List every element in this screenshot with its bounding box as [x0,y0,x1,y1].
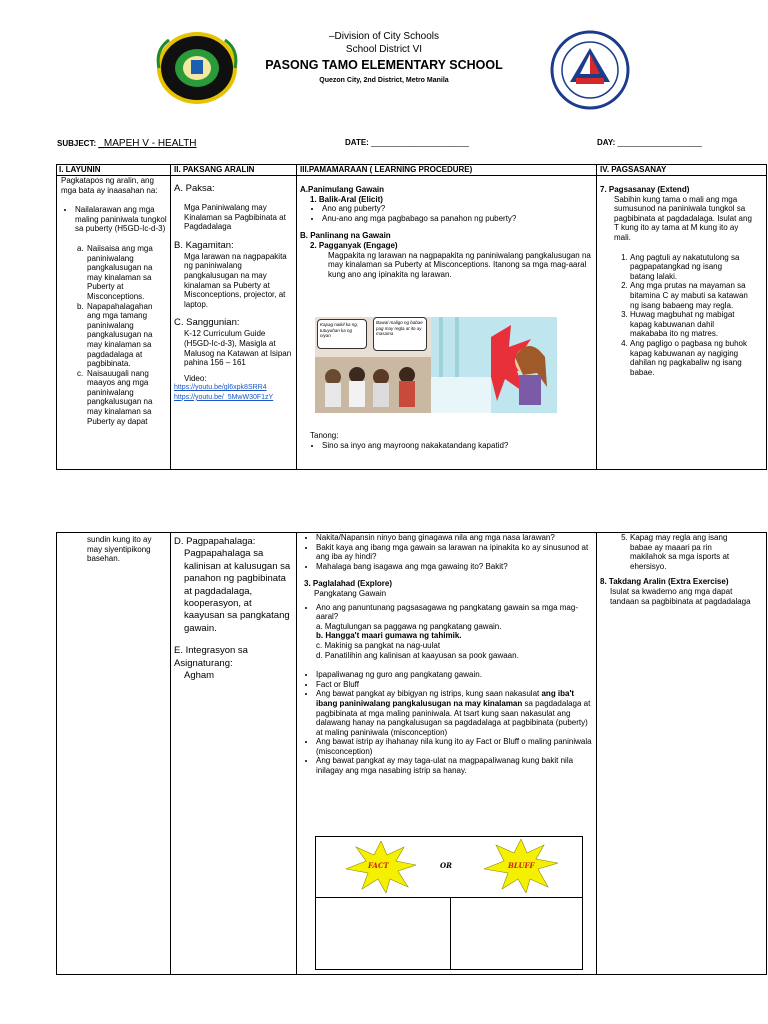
gawain-step-4: • Ang bawat istrip ay ihahanay nila kung ito ay Fact or Bluff o maling paniniwala (misconception) [316,737,592,756]
pagsasanay-intro: Sabihin kung tama o mali ang mga sumusunod na paniniwala tungkol sa pagbibinata at pagdadalaga. Isulat ang T kung ito ay tama at M kung ito ay mali. [614,194,752,242]
paksa-b-label: B. Kagamitan: [174,239,234,251]
tanong-block [310,431,594,450]
layunin-b: Napapahalagahan ang mga tamang paniniwalang pangkalusugan na may kinalaman sa pagdadalaga at pagbibinata. [87,301,153,369]
gawain-step-2: • Fact or Bluff [316,680,592,690]
pagganyak-text: Magpakita ng larawan na nagpapakita ng paniniwalang pangkalusugan na may kinalaman sa Puberty at Misconceptions. Itanong sa mga mag-aaral kung ano ang ipinakita ng larawan. [328,250,591,279]
pagsasanay-item-3: 3. Huwag magbuhat ng mabigat kapag kabuwanan dahil makababa ito ng matres. [630,310,748,339]
col-header-layunin: I. LAYUNIN [59,165,101,174]
pagsasanay-item-1: 1. Ang pagtuli ay nakatutulong sa pagpapatangkad ng isang batang lalaki. [630,253,748,282]
panlinang-title: B. Panlinang na Gawain [300,231,391,241]
pagpapahalaga-text: Pagpapahalaga sa kalinisan at kalusugan sa panahon ng pagbibinata at pagdadalaga, kooperasyon, at kaayusan sa pangkatang gawain. [184,548,291,634]
panuntunan-b: b. Hangga't maari gumawa ng tahimik. [316,631,462,641]
paksa-b-text: Mga larawan na nagpapakita ng paniniwalang pangkalusugan na may kinalaman sa Puberty at Misconceptions, projector, at laptop. [184,251,287,309]
pagganyak-title: 2. Pagganyak (Engage) [310,240,398,250]
explore-title: 3. Paglalahad (Explore) [304,579,393,589]
panuntunan-a: a. Magtulungan sa paggawa ng pangkatang gawain. [316,621,502,631]
panuntunan-question: • Ano ang panuntunang pagsasagawa ng pangkatang gawain sa mga mag-aaral? [316,603,592,622]
date-field [345,138,469,147]
fact-label: FACT [368,861,389,870]
school-address: Quezon City, 2nd District, Metro Manila [319,77,449,84]
gawain-step-3 [316,689,592,737]
pamamaraan-q3: • Mahalaga bang isagawa ang mga gawaing ito? Bakit? [316,562,592,572]
balik-aral-title: 1. Balik-Aral (Elicit) [310,194,383,204]
balik-aral-q1: • Ano ang puberty? [322,204,594,214]
subject-field [57,138,197,149]
pamamaraan-content [300,185,594,279]
video-label: Video: [184,373,207,383]
speech-bubble-2: Bawal maligo ng babae pag may regla at ito ay masama [373,317,427,351]
school-name: PASONG TAMO ELEMENTARY SCHOOL [265,58,503,72]
pagsasanay-item-4: 4. Ang pagligo o pagbasa ng buhok kapag kabuwanan ay nagiging dahilan ng pagkabaliw ng isang babae. [630,339,748,377]
gawain-step-1: • Ipapaliwanag ng guro ang pangkatang gawain. [316,670,592,680]
paksa-continued [174,536,294,682]
panuntunan-d: d. Panatilihin ang kalinisan at kaayusan sa pook gawaan. [316,650,519,660]
gawain-step-5: • Ang bawat pangkat ay may taga-ulat na magpapaliwanag kung bakit nila inilagay ang mga nasabing istrip sa hanay. [316,756,592,775]
integrasyon-label: E. Integrasyon sa Asignaturang: [174,645,248,669]
pagsasanay-continued [600,533,765,606]
layunin-intro: Pagkatapos ng aralin, ang mga bata ay inaasahan na: [61,176,158,195]
students-illustration [315,317,431,413]
layunin-a: Naiisaisa ang mga paniniwalang pangkalusugan na may kinalaman sa Puberty at Misconceptions. [87,243,153,301]
balik-aral-q2: • Anu-ano ang mga pagbabago sa panahon ng puberty? [322,214,594,224]
paksa-c-label: C. Sanggunian: [174,317,240,329]
tanong-label: Tanong: [310,431,339,440]
integrasyon-text: Agham [184,670,215,682]
paksa-content [174,183,294,403]
video-link-2[interactable]: https://youtu.be/_5MwW30F1zY [174,393,274,401]
day-blank: ___________________ [617,138,703,147]
panuntunan-c: c. Makinig sa pangkat na nag-uulat [316,640,441,650]
speech-bubble-1: Kapag naikil ka ng, tutuyuhan ka ng niyan [317,319,367,349]
or-label: OR [440,861,452,870]
takdang-aralin-title: 8. Takdang Aralin (Extra Exercise) [600,577,729,587]
layunin-bullet: • Nailalarawan ang mga maling paniniwala tungkol sa puberty (H5GD-Ic-d-3) [75,205,167,234]
layunin-continued: sundin kung ito ay may siyentipikong basehan. [87,535,152,564]
gawain-step-3a: Ang bawat pangkat ay bibigyan ng istrips, kung saan nakasulat [316,689,542,699]
pagsasanay-item-5: 5. Kapag may regla ang isang babae ay maaari pa rin makilahok sa mga isports at ehersisyo. [630,533,748,571]
date-label: DATE: [345,138,369,147]
pagsasanay-title: 7. Pagsasanay (Extend) [600,185,690,194]
pamamaraan-continued [304,533,592,776]
tanong-q1: • Sino sa inyo ang mayroong nakakatandang kapatid? [322,441,594,451]
district-line: School District VI [345,44,423,55]
layunin-content: Pagkatapos ng aralin, ang mga bata ay inaasahan na: • Nailalarawan ang mga maling paniniwala tungkol sa puberty (H5GD-Ic-d-3) a. Naiisaisa ang mga paniniwalang pangkalusugan na may kinalaman sa Puberty at Misconceptions. b. Napapahalagahan ang mga tamang paniniwalang pangkalusugan na may kinalaman sa pagdadalaga at pagbibinata. c. Naisauugali nang maayos ang mga paniniwalang pangkalusugan na may kinalaman sa Puberty ay dapat [61,176,167,426]
paksa-a-label: A. Paksa: [174,183,215,194]
day-label: DAY: [597,138,616,147]
lesson-table-page1 [56,164,767,470]
gawain-step-3b: ang iba't ibang paniniwalang pangkalusugan na may kinalaman [316,689,575,708]
bluff-label: BLUFF [508,861,535,870]
division-line: –Division of City Schools [328,31,440,42]
col-header-pagsasanay: IV. PAGSASANAY [600,165,667,174]
pagpapahalaga-label: D. Pagpapahalaga: [174,536,256,547]
col-header-pamamaraan: III.PAMAMARAAN ( LEARNING PROCEDURE) [300,165,473,174]
day-field [597,138,702,147]
col-header-paksang-aralin: II. PAKSANG ARALIN [174,165,255,174]
paksa-a-text: Mga Paniniwalang may Kinalaman sa Pagbibinata at Pagdadalaga [184,203,286,232]
takdang-aralin-text: Isulat sa kwaderno ang mga dapat tandaan sa pagbibinata at pagdadalaga [610,586,751,606]
gawain-step-3c: sa pagdadalaga at pagbibinata at mga maling paniniwala. At tsart kung saan nakasulat ang dalawang hanay na pangkalusugan sa pagdadalaga at pagbibinata (puberty) at maling paniniwala (misconception) [316,698,591,737]
subject-value: _MAPEH V - HEALTH [98,138,197,149]
panimulang-gawain-title: A.Panimulang Gawain [300,185,385,194]
pagsasanay-content [600,185,765,377]
girl-illustration [431,317,557,413]
video-link-1[interactable]: https://youtu.be/gl6xpk8SRR4 [174,384,267,392]
subject-label: SUBJECT: [57,139,97,148]
pagsasanay-item-2: 2. Ang mga prutas na mayaman sa bitamina C ay mabuti sa katawan ng isang babaeng may regla. [630,281,748,310]
explore-subtitle: Pangkatang Gawain [314,588,387,598]
layunin-c: Naisauugali nang maayos ang mga paniniwalang pangkalusugan na may kinalaman sa Puberty ay dapat [87,368,153,426]
pamamaraan-q1: • Nakita/Napansin ninyo bang ginagawa nila ang mga nasa larawan? [316,533,592,543]
pamamaraan-q2: • Bakit kaya ang ibang mga gawain sa larawan na ipinakita ko ay sinusunod at ang iba ay hindi? [316,543,592,562]
lesson-table-page2 [56,532,767,975]
fact-bluff-chart [315,836,583,970]
paksa-c-text: K-12 Curriculum Guide (H5GD-Ic-d-3), Masigla at Malusog na Katawan at Isipan pahina 156 – 161 [184,329,292,368]
date-blank: ______________________ [371,138,469,147]
